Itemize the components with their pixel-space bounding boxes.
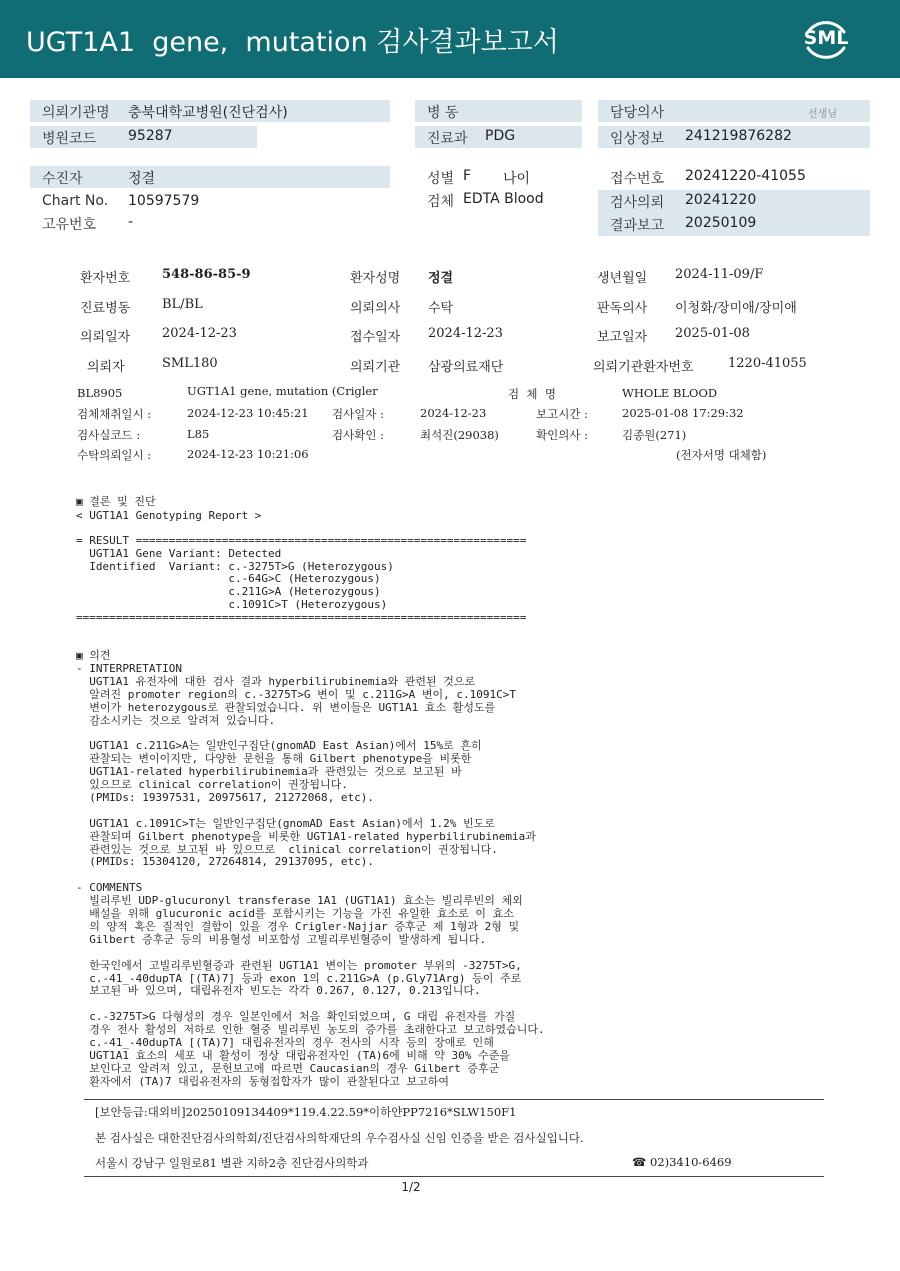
institution-label: 의뢰기관명 bbox=[42, 105, 110, 121]
req-doctor-value: 수탁 bbox=[428, 301, 454, 316]
opinion-line: c.-41_-40dupTA [(TA)7] 등과 exon 1의 c.211G>A (p.Gly71Arg) 등이 주로 bbox=[76, 971, 522, 985]
opinion-line: 관찰되며 Gilbert phenotype을 비롯한 UGT1A1-related hyperbilirubinemia과 bbox=[76, 829, 536, 843]
conclusion-heading: ▣ 결론 및 진단 bbox=[76, 495, 156, 508]
phone-number: 02)3410-6469 bbox=[650, 1155, 732, 1169]
reader-label: 판독의사 bbox=[597, 301, 648, 316]
institution-field bbox=[30, 100, 390, 122]
test-name: UGT1A1 gene, mutation (Crigler bbox=[187, 384, 378, 398]
patient-no-value: 548-86-85-9 bbox=[162, 267, 251, 282]
sex-value: F bbox=[463, 168, 472, 184]
chart-label: Chart No. bbox=[42, 193, 109, 209]
opinion-line: (PMIDs: 19397531, 20975617, 21272068, etc). bbox=[76, 790, 375, 804]
req-inst-value: 삼광의료재단 bbox=[428, 360, 504, 375]
specimen-name-value: WHOLE BLOOD bbox=[622, 386, 718, 400]
specimen-label: 검체 bbox=[427, 194, 455, 210]
hospital-code-field bbox=[30, 126, 257, 148]
opinion-line: - COMMENTS bbox=[76, 881, 143, 895]
report-date-field bbox=[598, 213, 870, 235]
security-line: [보안등급:대외비]20250109134409*119.4.22.59*이하얀PP7216*SLW150F1 bbox=[95, 1105, 517, 1119]
req-inst-label: 의뢰기관 bbox=[350, 360, 401, 375]
certification-line: 본 검사실은 대한진단검사의학회/진단검사의학재단의 우수검사실 신임 인증을 받은 검사실입니다. bbox=[95, 1131, 584, 1145]
rcv-date-label: 접수일자 bbox=[350, 330, 401, 345]
opinion-line: 환자에서 (TA)7 대립유전자의 동형접합자가 많이 관찰된다고 보고하여 bbox=[76, 1074, 449, 1088]
opinion-line: Gilbert 증후군 등의 비용혈성 비포합성 고빌리루빈혈증이 발생하게 됩니다. bbox=[76, 932, 487, 946]
patient-name-value: 정결 bbox=[428, 271, 454, 286]
doctor-label: 담당의사 bbox=[610, 105, 665, 121]
address-line: 서울시 강남구 일원로81 별관 지하2층 진단검사의학과 bbox=[95, 1156, 369, 1170]
result-line: c.211G>A (Heterozygous) bbox=[76, 585, 381, 599]
report-header bbox=[0, 0, 900, 78]
page-number: 1/2 bbox=[401, 1180, 421, 1194]
opinion-line: 배설을 위해 glucuronic acid를 포함시키는 기능을 가진 유일한 효소로 이 효소 bbox=[76, 907, 514, 920]
opinion-line: 있으므로 clinical correlation이 권장됩니다. bbox=[76, 778, 348, 791]
doctor-suffix: 선생님 bbox=[808, 109, 837, 120]
specimen-value: EDTA Blood bbox=[463, 191, 544, 207]
confirm-value: 최석진(29038) bbox=[420, 428, 499, 442]
report-subtitle: < UGT1A1 Genotyping Report > bbox=[76, 509, 262, 522]
receipt-label: 접수번호 bbox=[610, 171, 665, 187]
opinion-line: - INTERPRETATION bbox=[76, 661, 182, 675]
requester-label: 의뢰자 bbox=[87, 360, 125, 375]
emb-ward-value: BL/BL bbox=[162, 297, 203, 312]
opinion-line: 감소시키는 것으로 알려져 있습니다. bbox=[76, 713, 276, 727]
test-code: BL8905 bbox=[77, 386, 123, 400]
opinion-line: 관찰되는 변이이지만, 다양한 문헌을 통해 Gilbert phenotype을 비롯한 bbox=[76, 752, 472, 766]
opinion-line: ▣ 의견 bbox=[76, 649, 111, 662]
opinion-line: UGT1A1 유전자에 대한 검사 결과 hyperbilirubinemia와 관련된 것으로 bbox=[76, 674, 476, 688]
logo-text: SML bbox=[803, 27, 849, 49]
collect-value: 2024-12-23 10:45:21 bbox=[187, 406, 309, 420]
rpt-date-value: 2025-01-08 bbox=[675, 326, 750, 341]
confirm-doctor-value: 김종원(271) bbox=[622, 428, 687, 442]
report-label: 결과보고 bbox=[610, 218, 665, 234]
patient-label: 수진자 bbox=[42, 171, 83, 187]
req-inst-no-label: 의뢰기관환자번호 bbox=[593, 360, 694, 375]
result-line: c.-64G>C (Heterozygous) bbox=[76, 572, 381, 586]
opinion-line: 의 양적 혹은 질적인 결함이 있을 경우 Crigler-Najjar 증후군 제 1형과 2형 및 bbox=[76, 919, 520, 933]
request-label: 검사의뢰 bbox=[610, 195, 665, 211]
patient-name-label: 환자성명 bbox=[350, 271, 401, 286]
confirm-doctor-label: 확인의사 : bbox=[536, 428, 588, 442]
result-line: = RESULT =========================================================== bbox=[76, 534, 527, 547]
patient-value: 정결 bbox=[128, 171, 156, 187]
footer-divider-bottom bbox=[84, 1176, 824, 1177]
hospital-code-value: 95287 bbox=[128, 128, 173, 144]
phone-icon: ☎ bbox=[632, 1155, 647, 1169]
report-value: 20250109 bbox=[685, 215, 757, 231]
clinical-label: 임상정보 bbox=[610, 131, 665, 147]
dept-label: 진료과 bbox=[427, 131, 468, 147]
report-time-value: 2025-01-08 17:29:32 bbox=[622, 406, 744, 420]
opinion-line: 경우 전사 활성의 저하로 인한 혈중 빌리루빈 농도의 증가를 초래한다고 보고하였습니다. bbox=[76, 1023, 545, 1037]
footer-divider-top bbox=[84, 1099, 824, 1100]
opinion-line: UGT1A1-related hyperbilirubinemia과 관련있는 것으로 보고된 바 bbox=[76, 765, 462, 779]
specimen-name-label: 검 체 명 bbox=[508, 387, 556, 401]
birth-label: 생년월일 bbox=[597, 271, 648, 286]
sex-age-field bbox=[415, 166, 595, 188]
reader-value: 이청화/장미애/장미애 bbox=[675, 301, 797, 316]
req-date-label: 의뢰일자 bbox=[80, 330, 131, 345]
test-date-value: 2024-12-23 bbox=[420, 406, 487, 420]
opinion-line: 알려진 promoter region의 c.-3275T>G 변이 및 c.211G>A 변이, c.1091C>T bbox=[76, 687, 517, 701]
opinion-line: 변이가 heterozygous로 관찰되었습니다. 위 변이들은 UGT1A1 효소 활성도를 bbox=[76, 700, 496, 714]
ward-label: 병 동 bbox=[427, 105, 459, 121]
collect-label: 검체채취일시 : bbox=[77, 407, 152, 421]
req-date-value: 2024-12-23 bbox=[162, 326, 237, 341]
unique-value: - bbox=[128, 214, 134, 230]
sml-logo-icon bbox=[800, 14, 852, 64]
specimen-field bbox=[415, 189, 595, 211]
req-doctor-label: 의뢰의사 bbox=[350, 301, 401, 316]
dept-field bbox=[415, 126, 582, 148]
receipt-value: 20241220-41055 bbox=[685, 168, 806, 184]
lab-code-value: L85 bbox=[187, 427, 210, 441]
req-inst-no-value: 1220-41055 bbox=[728, 356, 807, 371]
institution-value: 충북대학교병원(진단검사) bbox=[128, 105, 288, 121]
clinical-value: 241219876282 bbox=[685, 128, 792, 144]
opinion-line: UGT1A1 c.211G>A는 일반인구집단(gnomAD East Asian)에서 15%로 흔히 bbox=[76, 739, 482, 753]
request-field bbox=[598, 190, 870, 212]
rpt-date-label: 보고일자 bbox=[597, 330, 648, 345]
esign-note: (전자서명 대체함) bbox=[676, 448, 767, 462]
chart-value: 10597579 bbox=[128, 193, 200, 209]
request-value: 20241220 bbox=[685, 192, 757, 208]
opinion-line: 보인다고 알려져 있고, 문헌보고에 따르면 Caucasian의 경우 Gilbert 증후군 bbox=[76, 1061, 500, 1075]
consign-value: 2024-12-23 10:21:06 bbox=[187, 447, 309, 461]
dept-value: PDG bbox=[485, 128, 516, 144]
report-title: UGT1A1 gene, mutation 검사결과보고서 bbox=[26, 27, 559, 58]
test-date-label: 검사일자 : bbox=[332, 407, 384, 421]
lab-code-label: 검사실코드 : bbox=[77, 428, 141, 442]
unique-field bbox=[30, 212, 390, 234]
result-line: ==================================================================== bbox=[76, 610, 527, 624]
opinion-line: c.-3275T>G 다형성의 경우 일본인에서 처음 확인되었으며, G 대립 유전자를 가질 bbox=[76, 1010, 516, 1024]
opinion-line: UGT1A1 효소의 세포 내 활성이 정상 대립유전자인 (TA)6에 비해 약 30% 수준을 bbox=[76, 1048, 510, 1062]
report-time-label: 보고시간 : bbox=[536, 407, 588, 421]
result-line: Identified Variant: c.-3275T>G (Heterozygous) bbox=[76, 559, 394, 573]
unique-label: 고유번호 bbox=[42, 217, 97, 233]
confirm-label: 검사확인 : bbox=[332, 428, 384, 442]
receipt-field bbox=[598, 166, 870, 188]
clinical-field bbox=[598, 126, 870, 148]
consign-label: 수탁의뢰일시 : bbox=[77, 448, 152, 462]
opinion-line: 보고된 바 있으며, 대립유전자 빈도는 각각 0.267, 0.127, 0.213입니다. bbox=[76, 984, 481, 998]
chart-field bbox=[30, 191, 390, 213]
result-line: c.1091C>T (Heterozygous) bbox=[76, 598, 388, 611]
opinion-line: 관련있는 것으로 보고된 바 있으므로 clinical correlation이 권장됩니다. bbox=[76, 842, 498, 856]
result-line: UGT1A1 Gene Variant: Detected bbox=[76, 546, 282, 560]
doctor-field bbox=[598, 100, 870, 122]
opinion-line: 빌리루빈 UDP-glucuronyl transferase 1A1 (UGT1A1) 효소는 빌리루빈의 체외 bbox=[76, 894, 523, 908]
rcv-date-value: 2024-12-23 bbox=[428, 326, 503, 341]
sex-label: 성별 bbox=[427, 171, 455, 187]
requester-value: SML180 bbox=[162, 356, 218, 371]
birth-value: 2024-11-09/F bbox=[675, 267, 764, 282]
hospital-code-label: 병원코드 bbox=[42, 131, 97, 147]
opinion-line: c.-41_-40dupTA [(TA)7] 대립유전자의 경우 전사의 시작 등의 장애로 인해 bbox=[76, 1036, 494, 1049]
patient-no-label: 환자번호 bbox=[80, 271, 131, 286]
opinion-line: 한국인에서 고빌리루빈혈증과 관련된 UGT1A1 변이는 promoter 부위의 -3275T>G, bbox=[76, 958, 522, 972]
opinion-line: UGT1A1 c.1091C>T는 일반인구집단(gnomAD East Asian)에서 1.2% 빈도로 bbox=[76, 816, 495, 830]
ward-field bbox=[415, 100, 582, 122]
patient-field bbox=[30, 166, 390, 188]
age-label: 나이 bbox=[503, 171, 531, 187]
opinion-line: (PMIDs: 15304120, 27264814, 29137095, etc). bbox=[76, 855, 375, 869]
emb-ward-label: 진료병동 bbox=[80, 301, 131, 316]
